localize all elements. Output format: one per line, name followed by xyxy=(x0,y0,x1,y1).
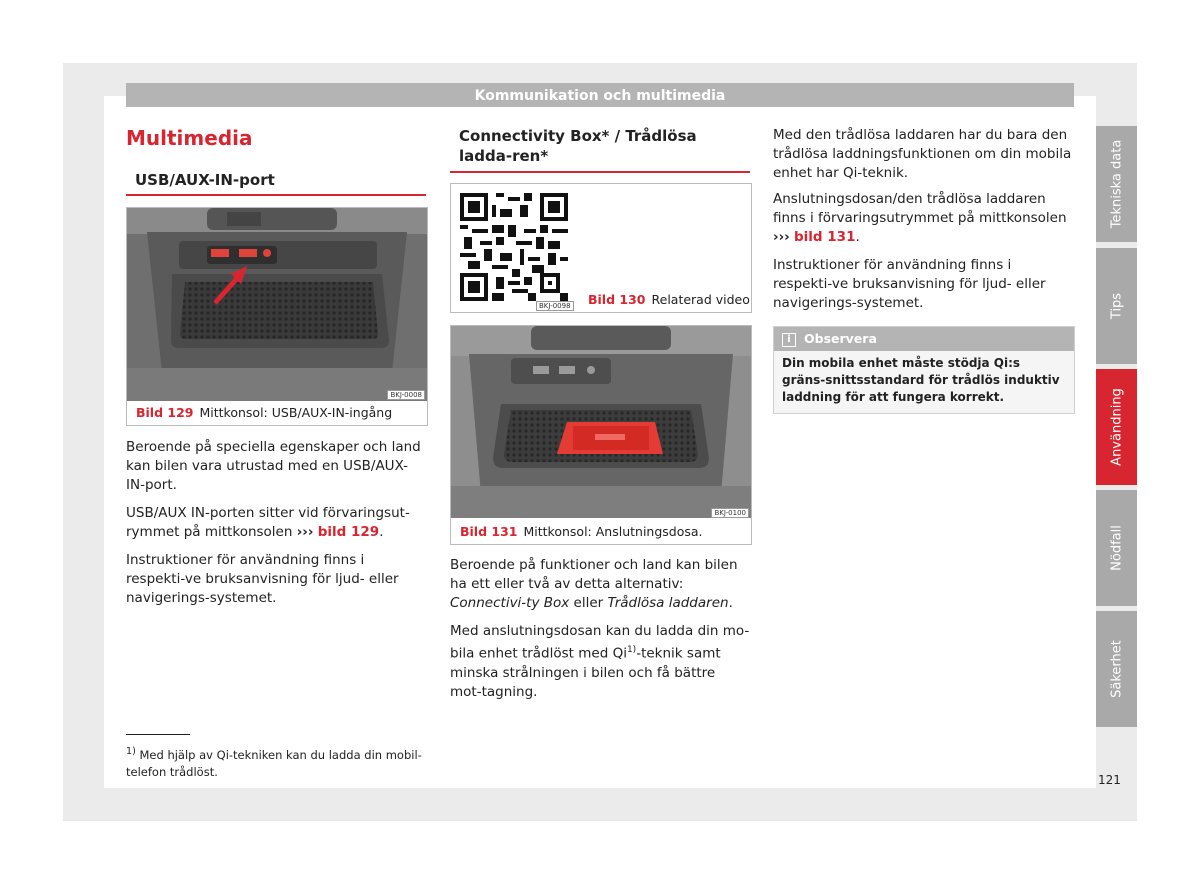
footnote-text: Med hjälp av Qi-tekniken kan du ladda din mobil-telefon trådlöst. xyxy=(126,747,422,779)
paragraph-text: -teknik samt minska strålningen i bilen och få bättre mot-tagning. xyxy=(450,645,721,700)
figure-number: Bild 131 xyxy=(460,524,518,539)
note-body: Din mobila enhet måste stödja Qi:s gräns-snittsstandard för trådlös induktiv laddning för att fungera korrekt. xyxy=(782,356,1060,404)
page-number: 121 xyxy=(1098,773,1121,787)
paragraph-text: Med anslutningsdosan kan du ladda din mo-bila enhet trådlöst med Qi xyxy=(450,623,750,662)
paragraph: Med den trådlösa laddaren har du bara den trådlösa laddningsfunktionen om din mobila enhet har Qi-teknik. xyxy=(773,127,1072,181)
footnote xyxy=(126,743,426,781)
note-header xyxy=(774,327,1074,351)
paragraph-text: eller xyxy=(569,595,608,611)
figure-reference-link[interactable]: bild 131 xyxy=(794,229,856,245)
paragraph: Instruktioner för användning finns i respekti-ve bruksanvisning för ljud- eller navigerings-systemet. xyxy=(773,257,1046,311)
tab-label: Användning xyxy=(1109,388,1124,466)
tab-tips[interactable] xyxy=(1096,248,1137,364)
paragraph: Beroende på speciella egenskaper och land kan bilen vara utrustad med en USB/AUX-IN-port. xyxy=(126,439,421,493)
figure-number: Bild 130 xyxy=(588,292,646,307)
tab-sakerhet[interactable] xyxy=(1096,611,1137,727)
term-wireless-charger: Trådlösa laddaren xyxy=(607,595,729,611)
footnote-reference[interactable]: 1) xyxy=(626,645,637,655)
paragraph-text: USB/AUX IN-porten sitter vid förvaringsut-rymmet på mittkonsolen xyxy=(126,505,410,540)
paragraph xyxy=(773,190,1073,247)
tab-label: Säkerhet xyxy=(1109,640,1124,698)
note-title: Observera xyxy=(804,331,877,346)
figure-reference-link[interactable]: bild 129 xyxy=(317,524,380,540)
paragraph-end: . xyxy=(855,229,860,245)
subheading-usb: USB/AUX-IN-port xyxy=(126,171,426,196)
paragraph-text: Beroende på funktioner och land kan bilen ha ett eller två av detta alternativ: xyxy=(450,557,738,592)
figure-130 xyxy=(450,183,752,313)
paragraph xyxy=(126,504,426,542)
figure-caption xyxy=(136,405,392,420)
figure-caption xyxy=(460,524,703,539)
figure-131 xyxy=(450,325,752,545)
subheading-connectivity-box: Connectivity Box* / Trådlösa ladda-ren* xyxy=(450,126,750,173)
paragraph xyxy=(450,556,750,613)
usb-port-image xyxy=(127,208,427,401)
info-icon: i xyxy=(782,333,796,347)
tab-label: Nödfall xyxy=(1109,525,1124,571)
figure-number: Bild 129 xyxy=(136,405,194,420)
page-header: Kommunikation och multimedia xyxy=(126,83,1074,107)
paragraph-end: . xyxy=(728,595,733,611)
figure-129 xyxy=(126,207,428,426)
charging-pad-icon xyxy=(557,422,663,454)
paragraph-text: Anslutningsdosan/den trådlösa laddaren finns i förvaringsutrymmet på mittkonsolen xyxy=(773,191,1067,226)
figure-caption-text: Mittkonsol: USB/AUX-IN-ingång xyxy=(199,405,393,420)
note-box xyxy=(773,326,1075,414)
section-title: Multimedia xyxy=(126,126,253,150)
figure-code: BKJ-0100 xyxy=(711,508,749,518)
tab-label: Tips xyxy=(1109,292,1124,320)
figure-caption-text: Mittkonsol: Anslutningsdosa. xyxy=(523,524,703,539)
tab-label: Tekniska data xyxy=(1109,139,1124,229)
footnote-divider xyxy=(126,734,190,735)
figure-code: BKJ-0008 xyxy=(387,390,425,400)
wireless-charger-image xyxy=(451,326,751,518)
tab-anvandning[interactable] xyxy=(1096,369,1137,485)
qr-code-tag: BKJ-0098 xyxy=(536,301,574,311)
qr-code-icon[interactable] xyxy=(460,193,568,301)
reference-arrows: ››› xyxy=(773,229,790,245)
figure-caption-text: Relaterad video xyxy=(651,292,750,307)
paragraph: Instruktioner för användning finns i respekti-ve bruksanvisning för ljud- eller navigerings-systemet. xyxy=(126,552,399,606)
footnote-mark: 1) xyxy=(126,746,136,757)
figure-caption xyxy=(588,292,750,307)
paragraph xyxy=(450,622,750,702)
tab-tekniska-data[interactable] xyxy=(1096,126,1137,242)
reference-arrows: ››› xyxy=(296,524,314,540)
term-connectivity-box: Connectivi-ty Box xyxy=(450,595,570,611)
paragraph-end: . xyxy=(379,524,384,540)
tab-nodfall[interactable] xyxy=(1096,490,1137,606)
